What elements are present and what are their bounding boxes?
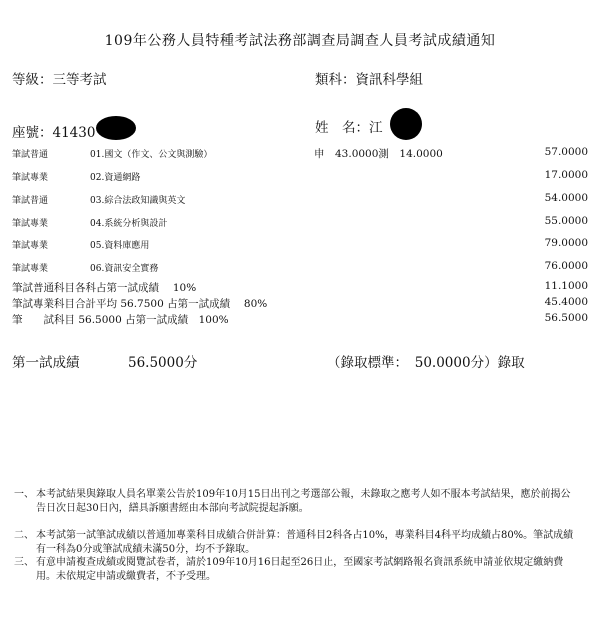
note-number: 二、	[14, 530, 34, 541]
row-score: 54.0000	[544, 192, 588, 204]
exam-category: 類科：資訊科學組	[315, 72, 423, 88]
redaction-mark	[96, 116, 136, 140]
name-label: 姓 名：	[315, 120, 369, 136]
row-score: 55.0000	[544, 215, 588, 227]
note-item	[14, 488, 594, 530]
row-type: 筆試專業	[12, 264, 49, 274]
summary-score: 56.5000	[544, 312, 588, 324]
summary-text: 筆 試科目 56.5000 占第一試成績 100%	[12, 314, 229, 326]
note-item	[14, 556, 594, 584]
row-subject: 01.國文（作文、公文與測驗）	[90, 150, 213, 160]
note-number: 三、	[14, 557, 34, 568]
seat-number: 座號：41430	[12, 125, 96, 141]
exam-grade: 等級：三等考試	[12, 72, 107, 88]
row-subject: 05.資料庫應用	[90, 241, 150, 251]
page-title: 109年公務人員特種考試法務部調查局調查人員考試成績通知	[104, 33, 496, 49]
note-text: 本考試第一試筆試成績以普通加專業科目成績合併計算：普通科目2科各占10%，專業科目4科平均成績占80%。筆試成績有一科為0分或筆試成績未滿50分，均不予錄取。	[36, 530, 574, 555]
row-score: 17.0000	[544, 169, 588, 181]
row-type: 筆試普通	[12, 196, 49, 206]
first-score-value: 56.5000分	[128, 355, 198, 371]
row-score: 57.0000	[544, 146, 588, 158]
row-subject: 03.綜合法政知識與英文	[90, 196, 186, 206]
redaction-mark	[390, 108, 422, 140]
row-type: 筆試普通	[12, 150, 49, 160]
note-text: 本考試結果與錄取人員名單業公告於109年10月15日出刊之考選部公報，未錄取之應考人如不服本考試結果，應於前揭公告日次日起30日內，繕具訴願書經由本部向考試院提起訴願。	[36, 489, 571, 514]
row-subject: 06.資訊安全實務	[90, 264, 159, 274]
row-extra: 申 43.0000測 14.0000	[314, 148, 443, 160]
row-type: 筆試專業	[12, 219, 49, 229]
admission-status: （錄取標準： 50.0000分）錄取	[327, 355, 525, 371]
row-type: 筆試專業	[12, 241, 49, 251]
row-score: 76.0000	[544, 260, 588, 272]
row-type: 筆試專業	[12, 173, 49, 183]
summary-text: 筆試普通科目各科占第一試成績 10%	[12, 282, 197, 294]
note-text: 有意申請複查成績或閱覽試卷者，請於109年10月16日起至26日止，至國家考試網路報名資訊系統申請並依規定繳納費用。未依規定申請或繳費者，不予受理。	[36, 557, 564, 582]
summary-score: 45.4000	[544, 296, 588, 308]
summary-score: 11.1000	[544, 280, 588, 292]
note-item	[14, 529, 594, 557]
note-number: 一、	[14, 489, 34, 500]
first-score-label: 第一試成績	[12, 355, 80, 371]
row-subject: 04.系統分析與設計	[90, 219, 168, 229]
summary-text: 筆試專業科目合計平均 56.7500 占第一試成績 80%	[12, 298, 268, 310]
row-score: 79.0000	[544, 237, 588, 249]
row-subject: 02.資通網路	[90, 173, 141, 183]
name-value: 江	[369, 120, 383, 136]
